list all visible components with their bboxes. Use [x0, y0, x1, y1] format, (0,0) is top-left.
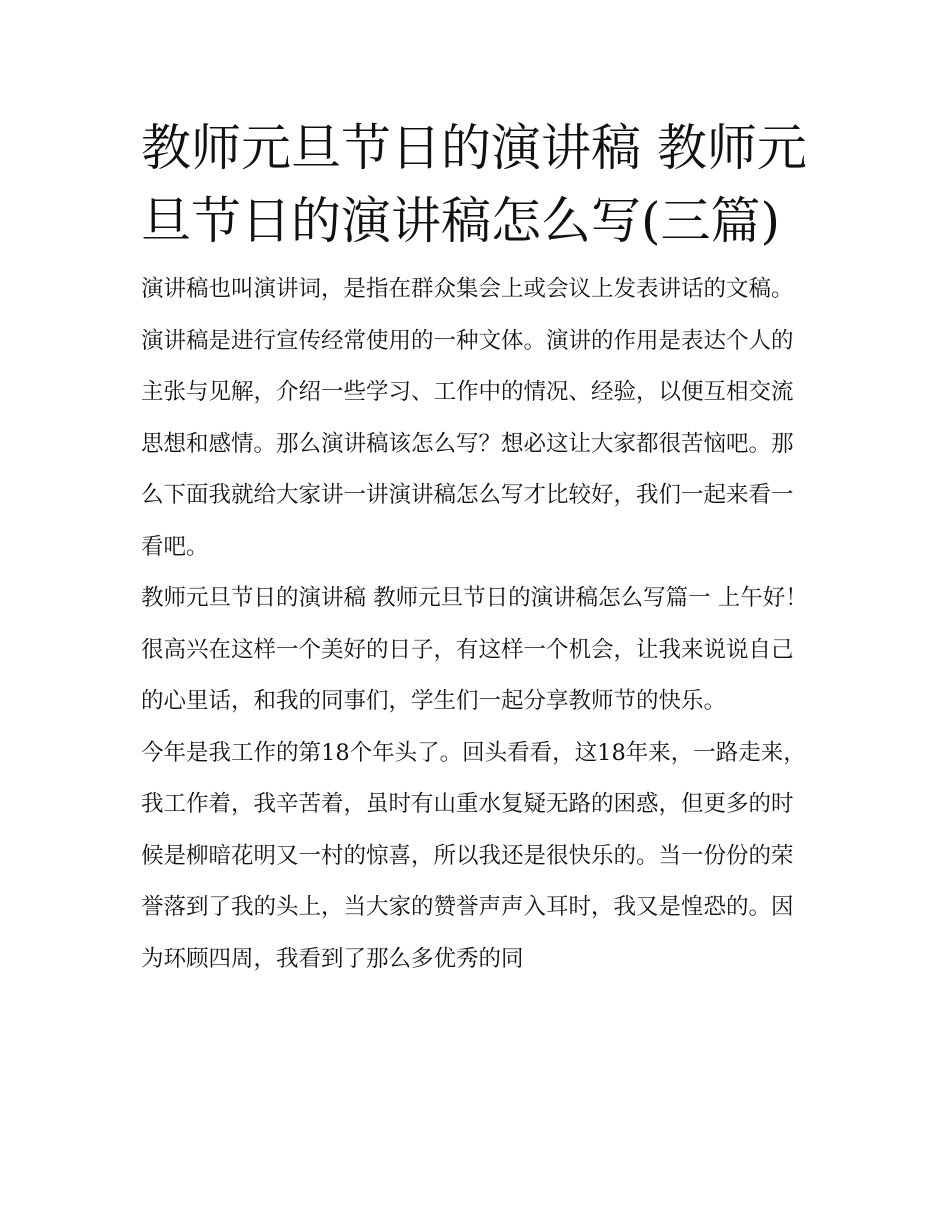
paragraph-intro: 演讲稿也叫演讲词，是指在群众集会上或会议上发表讲话的文稿。演讲稿是进行宣传经常使用的一种文体。演讲的作用是表达个人的主张与见解，介绍一些学习、工作中的情况、经验，以便互相交流思想和感情。那么演讲稿该怎么写？想必这让大家都很苦恼吧。那么下面我就给大家讲一讲演讲稿怎么写才比较好，我们一起来看一看吧。 — [141, 276, 794, 560]
paragraph-body: 今年是我工作的第18个年头了。回头看看，这18年来，一路走来，我工作着，我辛苦着，虽时有山重水复疑无路的困惑，但更多的时候是柳暗花明又一村的惊喜，所以我还是很快乐的。当一份份的荣誉落到了我的头上，当大家的赞誉声声入耳时，我又是惶恐的。因为环顾四周，我看到了那么多优秀的同 — [141, 739, 806, 972]
document-title: 教师元旦节日的演讲稿 教师元旦节日的演讲稿怎么写(三篇) — [141, 119, 807, 250]
paragraph-greeting: 很高兴在这样一个美好的日子，有这样一个机会，让我来说说自己的心里话，和我的同事们，学生们一起分享教师节的快乐。 — [141, 636, 794, 714]
document-page — [141, 112, 813, 985]
paragraph-heading-one: 教师元旦节日的演讲稿 教师元旦节日的演讲稿怎么写篇一 上午好！ — [141, 585, 808, 611]
